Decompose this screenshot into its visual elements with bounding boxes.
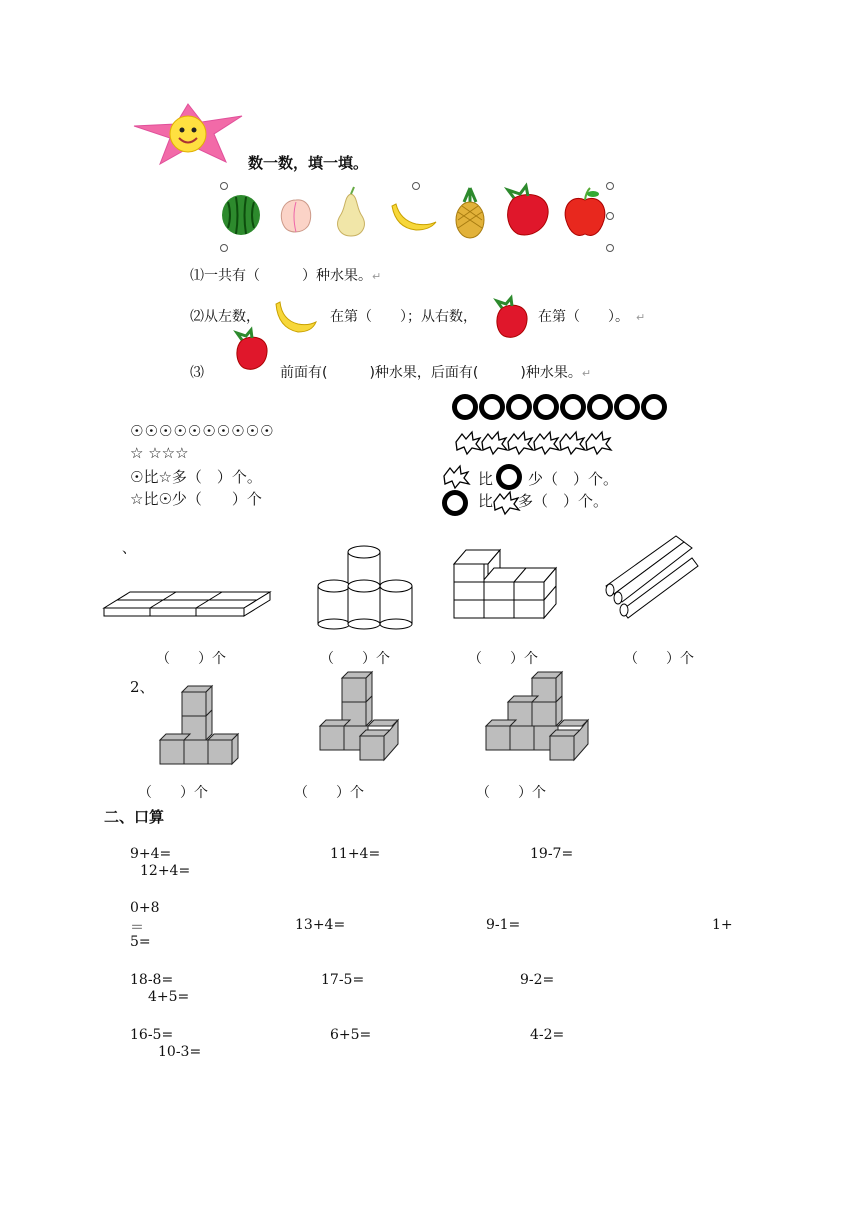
arith-item: 1+ bbox=[712, 917, 733, 933]
cylinders-figure bbox=[316, 544, 416, 630]
banana-icon bbox=[388, 200, 438, 236]
cube-wall-figure bbox=[452, 546, 562, 620]
arith-item: 19-7= bbox=[530, 846, 574, 862]
star-row: ☆ ☆☆☆ bbox=[130, 444, 189, 462]
selection-handle[interactable] bbox=[220, 182, 228, 190]
dot-circle-row: ☉☉☉☉☉☉☉☉☉☉ bbox=[130, 422, 275, 440]
spiky-shape-icon bbox=[492, 490, 520, 514]
question-2-left: ⑵从左数， bbox=[190, 309, 260, 325]
question-3-label: ⑶ bbox=[190, 365, 204, 381]
spiky-shape-icon bbox=[442, 464, 470, 488]
answer-blank[interactable]: （ ）个 bbox=[468, 651, 538, 667]
answer-blank[interactable]: （ ）个 bbox=[320, 651, 390, 667]
gray-cubes-figure-2 bbox=[318, 670, 402, 762]
arith-item: 18-8= bbox=[130, 972, 174, 988]
question-1: ⑴一共有（ ）种水果。↵ bbox=[190, 268, 382, 284]
selection-handle[interactable] bbox=[606, 244, 614, 252]
arith-item: 16-5= bbox=[130, 1027, 174, 1043]
compare-question-1: ☉比☆多（ ）个。 bbox=[130, 468, 262, 486]
rods-figure bbox=[600, 534, 700, 618]
arith-item: 4+5= bbox=[148, 989, 190, 1005]
strawberry-icon bbox=[504, 186, 552, 240]
strawberry-icon bbox=[234, 330, 270, 374]
question-2-right: 在第（ ）。 ↵ bbox=[538, 309, 646, 325]
answer-blank[interactable]: （ ）个 bbox=[138, 785, 208, 801]
arith-item: 9-2= bbox=[520, 972, 555, 988]
arith-item: 6+5= bbox=[330, 1027, 372, 1043]
arith-item: 10-3= bbox=[158, 1044, 202, 1060]
page-title: 数一数，填一填。 bbox=[248, 154, 369, 172]
compare-question-2: ☆比☉少（ ）个 bbox=[130, 490, 262, 508]
starburst-icon bbox=[442, 490, 468, 516]
arith-item: 0+8 bbox=[130, 900, 160, 916]
compare-right-2-a: 比 bbox=[478, 492, 494, 510]
arith-item: ＝ bbox=[130, 920, 144, 936]
answer-blank[interactable]: （ ）个 bbox=[156, 651, 226, 667]
selection-handle[interactable] bbox=[412, 182, 420, 190]
star-mascot-icon bbox=[130, 100, 248, 168]
compare-right-2-b: 多（ ）个。 bbox=[518, 492, 609, 510]
spiky-shape-row bbox=[454, 430, 614, 454]
gray-cubes-figure-3 bbox=[484, 670, 592, 762]
compare-right-1-a: 比 bbox=[478, 470, 494, 488]
question-2-middle: 在第（ ）；从右数， bbox=[330, 309, 477, 325]
banana-icon bbox=[272, 300, 318, 336]
strawberry-icon bbox=[494, 298, 530, 342]
gray-cubes-figure-1 bbox=[158, 682, 242, 766]
arith-item: 4-2= bbox=[530, 1027, 565, 1043]
section-2-label: 2、 bbox=[130, 678, 155, 696]
answer-blank[interactable]: （ ）个 bbox=[624, 651, 694, 667]
arith-item: 11+4= bbox=[330, 846, 381, 862]
arith-item: 5= bbox=[130, 934, 151, 950]
flat-tiles-figure bbox=[102, 574, 272, 620]
starburst-icon bbox=[496, 464, 522, 490]
question-3: 前面有( )种水果，后面有( )种水果。↵ bbox=[280, 365, 592, 381]
pear-icon bbox=[334, 186, 368, 238]
peach-icon bbox=[276, 194, 316, 236]
compare-right-1-b: 少（ ）个。 bbox=[528, 470, 619, 488]
watermelon-icon bbox=[220, 192, 262, 238]
section-heading: 二、口算 bbox=[104, 808, 165, 826]
starburst-row bbox=[452, 394, 666, 422]
arith-item: 9+4= bbox=[130, 846, 172, 862]
arith-item: 9-1= bbox=[486, 917, 521, 933]
answer-blank[interactable]: （ ）个 bbox=[294, 785, 364, 801]
answer-blank[interactable]: （ ）个 bbox=[476, 785, 546, 801]
apple-icon bbox=[562, 186, 608, 240]
section-1-mark: 、 bbox=[122, 541, 136, 557]
arith-item: 17-5= bbox=[321, 972, 365, 988]
arith-item: 12+4= bbox=[140, 863, 191, 879]
selection-handle[interactable] bbox=[220, 244, 228, 252]
arith-item: 13+4= bbox=[295, 917, 346, 933]
pineapple-icon bbox=[452, 186, 488, 240]
